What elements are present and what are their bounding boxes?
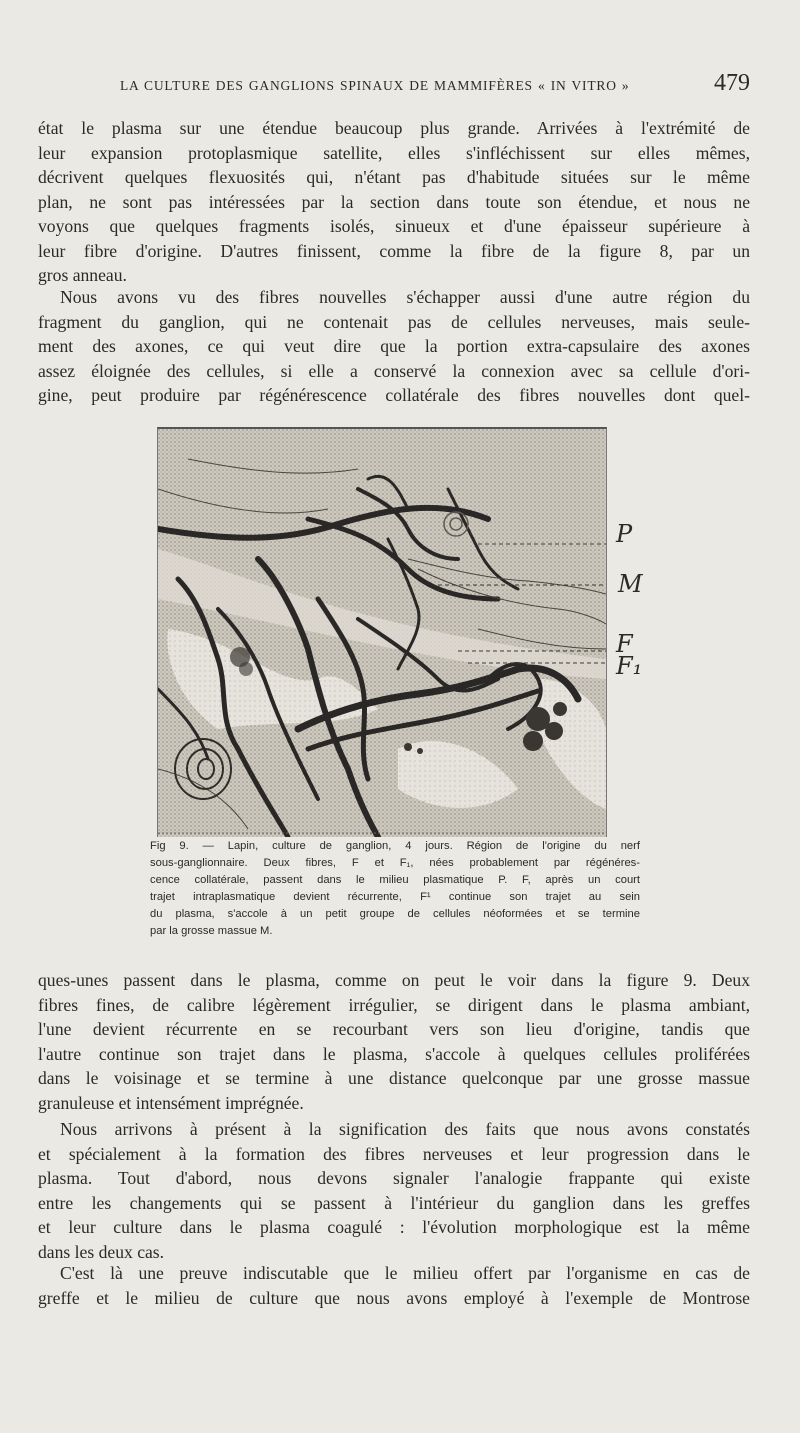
page-number: 479	[714, 70, 750, 96]
text-line: fibres fines, de calibre légèrement irrégulier, se dirigent dans le plasma ambiant,	[38, 994, 750, 1015]
text-line: ques-unes passent dans le plasma, comme on peut le voir dans la figure 9. Deux	[38, 970, 750, 990]
text-line: dans les deux cas.	[38, 1241, 165, 1262]
text-line: greffe et le milieu de culture que nous avons employé à l'exemple de Montrose	[38, 1287, 750, 1308]
caption-line: Fig 9. — Lapin, culture de ganglion, 4 jours. Région de l'origine du nerf	[150, 840, 640, 852]
micrograph-drawing	[158, 429, 606, 837]
text-line: voyons que quelques fragments isolés, sinueux et d'une épaisseur supérieure à	[38, 216, 750, 236]
paragraph-5	[38, 1261, 750, 1310]
running-head	[120, 70, 760, 100]
text-line: ment des axones, ce qui veut dire que la portion extra-capsulaire des axones	[38, 336, 750, 356]
paragraph-3	[38, 968, 750, 1115]
figure-9-micrograph	[157, 427, 607, 837]
paragraph-1	[38, 116, 750, 288]
label-P: P	[616, 520, 633, 548]
text-line: gine, peut produire par régénérescence collatérale des fibres nouvelles dont quel-	[38, 385, 750, 405]
paragraph-4	[38, 1117, 750, 1264]
text-line: et leur culture dans le plasma coagulé : l'évolution morphologique est la même	[38, 1217, 750, 1237]
paragraph-2	[38, 285, 750, 408]
text-line: état le plasma sur une étendue beaucoup plus grande. Arrivées à l'extrémité de	[38, 118, 750, 138]
caption-line: cence collatérale, passent dans le milieu plasmatique P. F, après un court	[150, 874, 640, 886]
text-line: C'est là une preuve indiscutable que le milieu offert par l'organisme en cas de	[60, 1263, 750, 1283]
label-F: F	[616, 630, 633, 658]
caption-line: trajet intraplasmatique devient récurrente, F¹ continue son trajet au sein	[150, 891, 640, 903]
caption-line: du plasma, s'accole à un petit groupe de cellules néoformées et se termine	[150, 908, 640, 920]
text-line: gros anneau.	[38, 265, 127, 285]
figure-labels	[608, 520, 658, 690]
text-line: entre les changements qui se passent à l'intérieur du ganglion dans les greffes	[38, 1192, 750, 1213]
caption-line: sous-ganglionnaire. Deux fibres, F et F₁, nées probablement par régénéres-	[150, 857, 640, 869]
text-line: l'autre continue son trajet dans le plasma, s'accole à quelques cellules proliférées	[38, 1043, 750, 1064]
text-line: leur fibre d'origine. D'autres finissent, comme la fibre de la figure 8, par un	[38, 240, 750, 261]
text-line: granuleuse et intensément imprégnée.	[38, 1092, 304, 1113]
text-line: fragment du ganglion, qui ne contenait pas de cellules nerveuses, mais seule-	[38, 311, 750, 332]
text-line: dans le voisinage et se termine à une distance quelconque par une grosse massue	[38, 1068, 750, 1088]
text-line: l'une devient récurrente en se recourbant vers son lieu d'origine, tandis que	[38, 1019, 750, 1039]
caption-line: par la grosse massue M.	[150, 925, 273, 937]
text-line: décrivent quelques flexuosités qui, n'étant pas d'habitude situées sur le même	[38, 167, 750, 187]
text-line: plan, ne sont pas intéressées par la section dans toute son étendue, et nous ne	[38, 191, 750, 212]
label-F1: F₁	[616, 652, 643, 680]
text-line: plasma. Tout d'abord, nous devons signaler l'analogie frappante qui existe	[38, 1168, 750, 1188]
text-line: Nous arrivons à présent à la signification des faits que nous avons constatés	[60, 1119, 750, 1139]
running-title: LA CULTURE DES GANGLIONS SPINAUX DE MAMMIFÈRES « IN VITRO »	[120, 78, 630, 93]
text-line: et spécialement à la formation des fibres nerveuses et leur progression dans le	[38, 1143, 750, 1164]
text-line: leur expansion protoplasmique satellite, elles s'infléchissent sur elles mêmes,	[38, 142, 750, 163]
text-line: Nous avons vu des fibres nouvelles s'échapper aussi d'une autre région du	[60, 287, 750, 307]
label-M: M	[618, 570, 643, 598]
figure-caption	[150, 838, 640, 940]
text-line: assez éloignée des cellules, si elle a conservé la connexion avec sa cellule d'ori-	[38, 360, 750, 381]
